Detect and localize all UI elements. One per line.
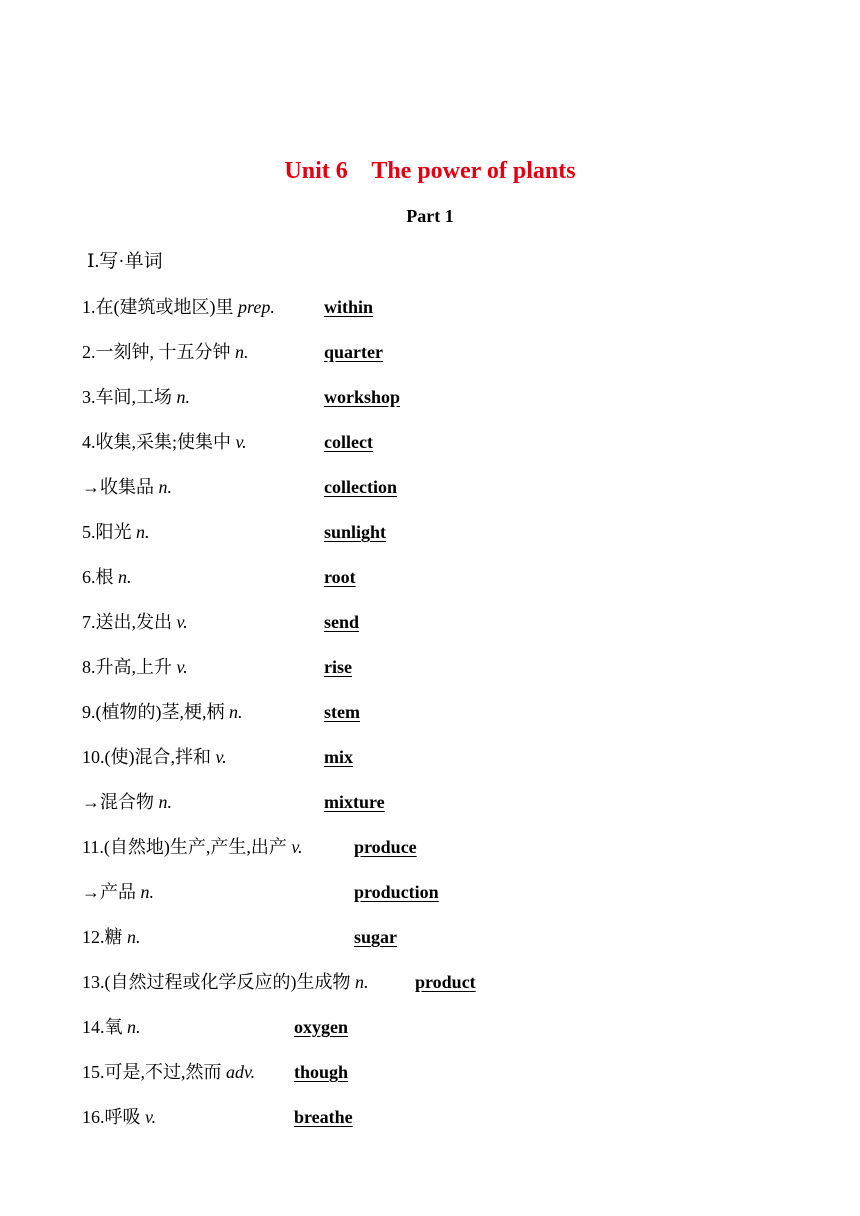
vocab-answer: mixture [324,792,385,812]
vocab-item [82,382,190,412]
vocab-item [82,427,247,457]
vocab-definition: 11.(自然地)生产,产生,出产 [82,837,292,857]
vocab-item [82,1102,156,1132]
part-of-speech: v. [215,747,227,767]
vocab-definition: 5.阳光 [82,522,136,542]
vocab-definition: 9.(植物的)茎,梗,柄 [82,702,229,722]
vocab-definition: 15.可是,不过,然而 [82,1062,226,1082]
vocab-definition: 16.呼吸 [82,1107,145,1127]
part-of-speech: n. [176,387,190,407]
part-of-speech: n. [136,522,150,542]
part-of-speech: n. [229,702,243,722]
vocab-answer: sugar [354,927,398,947]
vocab-answer: sunlight [324,522,387,542]
vocab-answer: product [415,972,476,992]
vocab-answer: though [294,1062,349,1082]
vocab-item [82,832,302,862]
part-of-speech: n. [127,927,141,947]
part-of-speech: n. [158,792,172,812]
vocab-answer: oxygen [294,1017,348,1037]
vocab-item [82,1012,141,1042]
part-of-speech: n. [235,342,249,362]
vocab-answer: breathe [294,1107,353,1127]
vocab-item [82,922,141,952]
page-title: Unit 6 The power of plants [284,158,576,184]
vocab-item [82,337,249,367]
vocab-item [82,877,154,907]
vocab-answer: send [324,612,360,632]
vocab-answer: rise [324,657,352,677]
vocab-item [82,742,227,772]
vocab-answer: workshop [324,387,401,407]
vocab-definition: 6.根 [82,567,118,587]
vocab-item [82,517,150,547]
vocab-item [82,1057,255,1087]
vocab-definition: 8.升高,上升 [82,657,177,677]
part-of-speech: v. [291,837,303,857]
section-heading: Ⅰ.写·单词 [87,251,163,272]
vocab-answer: within [324,297,374,317]
part-subtitle: Part 1 [406,206,454,226]
vocab-item [82,652,188,682]
part-of-speech: n. [118,567,132,587]
part-of-speech: adv. [226,1062,256,1082]
vocab-definition: 10.(使)混合,拌和 [82,747,216,767]
vocab-item [82,292,275,322]
vocab-definition: 14.氧 [82,1017,127,1037]
part-of-speech: v. [176,612,188,632]
vocab-item [82,697,243,727]
vocab-item [82,607,188,637]
vocab-definition: 1.在(建筑或地区)里 [82,297,238,317]
part-of-speech: v. [235,432,247,452]
vocab-definition: 2.一刻钟, 十五分钟 [82,342,235,362]
vocab-definition: →产品 [82,882,141,902]
part-of-speech: v. [145,1107,157,1127]
vocab-item [82,562,132,592]
part-of-speech: n. [355,972,369,992]
vocab-definition: 12.糖 [82,927,127,947]
vocab-item [82,787,172,817]
part-of-speech: n. [158,477,172,497]
vocab-answer: produce [354,837,417,857]
vocab-answer: stem [324,702,360,722]
vocab-definition: 13.(自然过程或化学反应的)生成物 [82,972,355,992]
vocab-item [82,967,369,997]
vocab-definition: →收集品 [82,477,159,497]
vocab-answer: quarter [324,342,383,362]
vocab-answer: root [324,567,356,587]
vocab-answer: mix [324,747,353,767]
vocab-answer: collect [324,432,373,452]
vocab-definition: 4.收集,采集;使集中 [82,432,236,452]
part-of-speech: n. [140,882,154,902]
part-of-speech: prep. [238,297,275,317]
vocab-definition: 7.送出,发出 [82,612,177,632]
vocab-answer: production [354,882,439,902]
vocab-answer: collection [324,477,397,497]
vocab-definition: →混合物 [82,792,159,812]
vocab-definition: 3.车间,工场 [82,387,177,407]
part-of-speech: v. [176,657,188,677]
part-of-speech: n. [127,1017,141,1037]
vocab-item [82,472,172,502]
